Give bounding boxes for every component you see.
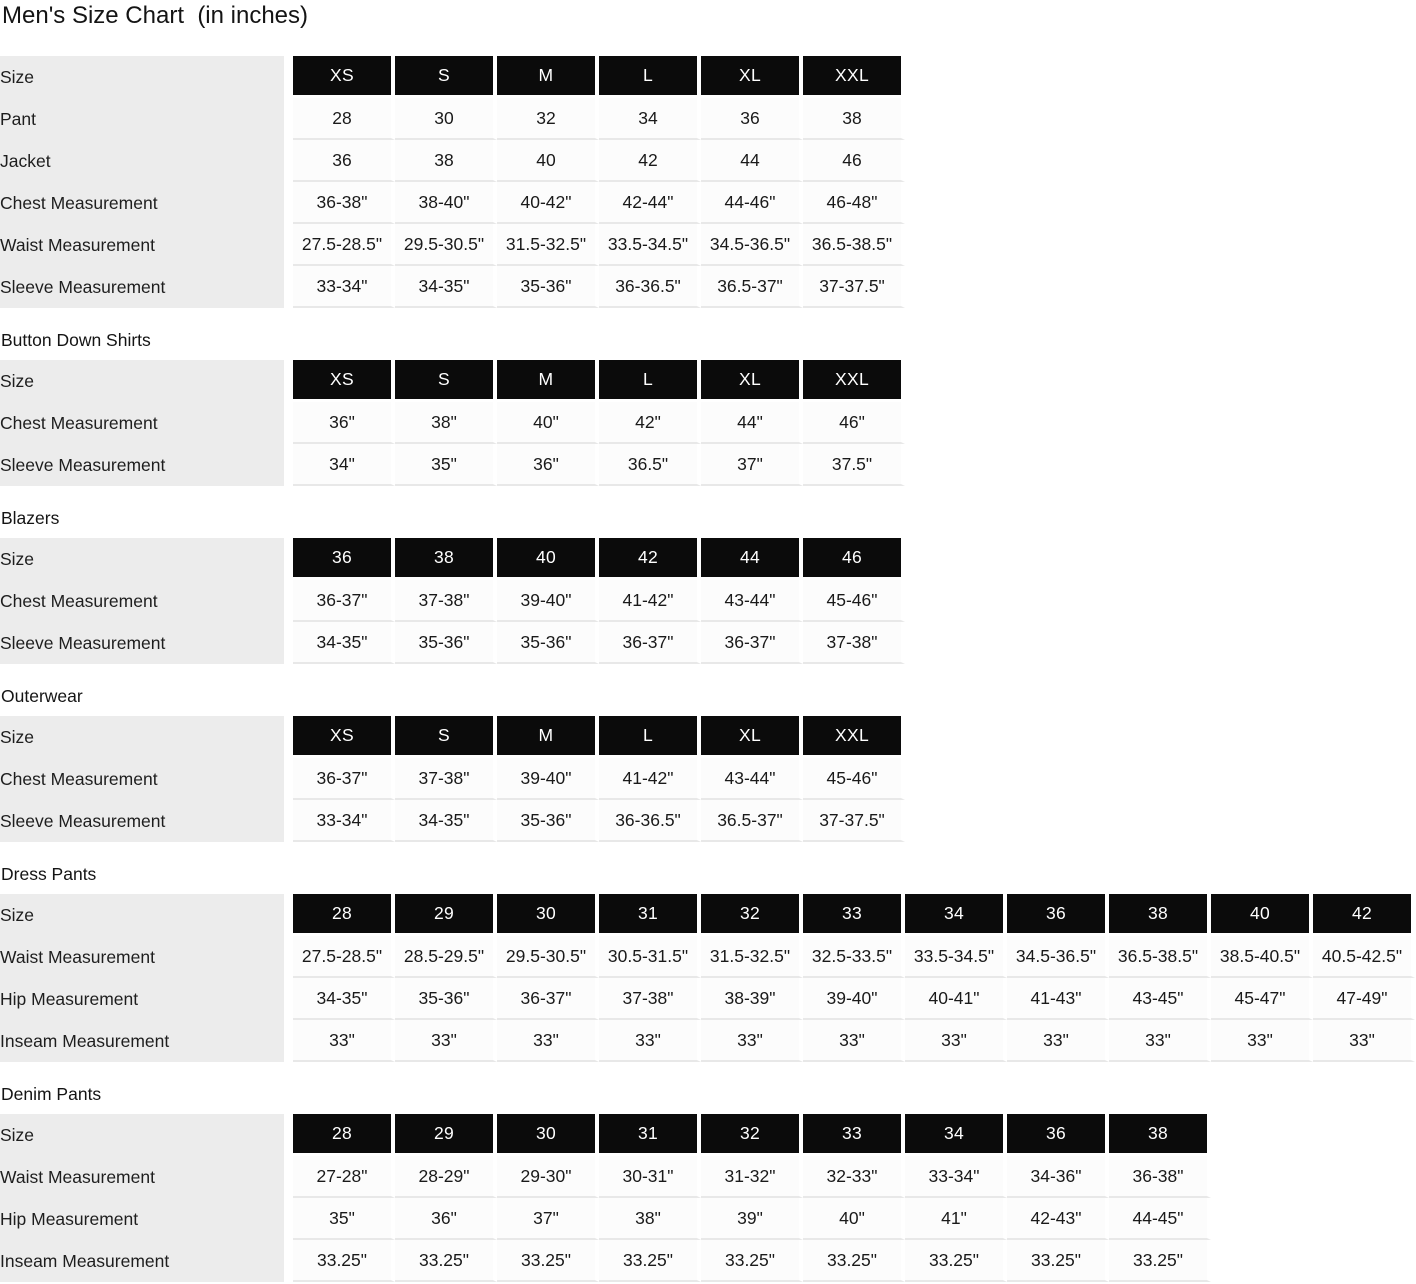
value-cell: 37-38"	[395, 758, 497, 800]
table-row	[0, 266, 905, 308]
value-cell: 33.25"	[395, 1240, 497, 1282]
value-cell: 36.5-38.5"	[1109, 936, 1211, 978]
size-header-cell: 36	[1007, 1114, 1109, 1156]
value-cell: 31.5-32.5"	[701, 936, 803, 978]
value-cell: 34-35"	[293, 978, 395, 1020]
value-cell: 35"	[293, 1198, 395, 1240]
row-label: Hip Measurement	[0, 978, 293, 1020]
value-cell: 33.25"	[1109, 1240, 1211, 1282]
value-cell: 40	[497, 140, 599, 182]
value-cell: 37-38"	[803, 622, 905, 664]
value-cell: 42-43"	[1007, 1198, 1109, 1240]
value-cell: 33"	[497, 1020, 599, 1062]
row-label: Sleeve Measurement	[0, 800, 293, 842]
size-header-cell: 36	[293, 538, 395, 580]
table-row	[0, 978, 1415, 1020]
table-row	[0, 936, 1415, 978]
value-cell: 37-38"	[599, 978, 701, 1020]
value-cell: 33.25"	[293, 1240, 395, 1282]
value-cell: 28.5-29.5"	[395, 936, 497, 978]
value-cell: 40"	[803, 1198, 905, 1240]
size-chart-sections	[0, 56, 1416, 1282]
size-header-cell: 33	[803, 1114, 905, 1156]
value-cell: 36-38"	[293, 182, 395, 224]
section-outerwear	[0, 686, 1416, 842]
value-cell: 40-42"	[497, 182, 599, 224]
value-cell: 37-37.5"	[803, 266, 905, 308]
value-cell: 39-40"	[803, 978, 905, 1020]
table-row	[0, 758, 905, 800]
size-header-cell: 40	[1211, 894, 1313, 936]
value-cell: 27-28"	[293, 1156, 395, 1198]
size-row-label: Size	[0, 716, 293, 758]
value-cell: 33.5-34.5"	[599, 224, 701, 266]
value-cell: 34-36"	[1007, 1156, 1109, 1198]
size-row-label: Size	[0, 894, 293, 936]
value-cell: 36"	[293, 402, 395, 444]
row-label: Chest Measurement	[0, 402, 293, 444]
value-cell: 35-36"	[497, 622, 599, 664]
size-header-cell: S	[395, 56, 497, 98]
value-cell: 32.5-33.5"	[803, 936, 905, 978]
value-cell: 33.25"	[803, 1240, 905, 1282]
value-cell: 33"	[1109, 1020, 1211, 1062]
row-label: Chest Measurement	[0, 758, 293, 800]
row-label: Chest Measurement	[0, 580, 293, 622]
row-label: Jacket	[0, 140, 293, 182]
size-header-cell: 36	[1007, 894, 1109, 936]
value-cell: 33"	[1211, 1020, 1313, 1062]
table-row	[0, 182, 905, 224]
value-cell: 36-37"	[701, 622, 803, 664]
value-cell: 29.5-30.5"	[395, 224, 497, 266]
size-chart-page	[0, 2, 1416, 1282]
value-cell: 38-39"	[701, 978, 803, 1020]
size-header-cell: 29	[395, 1114, 497, 1156]
table-row	[0, 1240, 1211, 1282]
size-table-main	[0, 56, 905, 308]
size-header-cell: XS	[293, 360, 395, 402]
size-header-cell: 31	[599, 1114, 701, 1156]
section-button-down-shirts	[0, 330, 1416, 486]
value-cell: 27.5-28.5"	[293, 936, 395, 978]
value-cell: 33-34"	[905, 1156, 1007, 1198]
value-cell: 39-40"	[497, 580, 599, 622]
value-cell: 33.25"	[1007, 1240, 1109, 1282]
size-header-cell: 40	[497, 538, 599, 580]
section-title: Button Down Shirts	[1, 330, 151, 350]
value-cell: 37-38"	[395, 580, 497, 622]
table-row	[0, 444, 905, 486]
size-row-label: Size	[0, 56, 293, 98]
row-label: Hip Measurement	[0, 1198, 293, 1240]
value-cell: 35-36"	[395, 622, 497, 664]
value-cell: 32-33"	[803, 1156, 905, 1198]
value-cell: 45-46"	[803, 758, 905, 800]
size-table-dress-pants	[0, 894, 1415, 1062]
table-row	[0, 224, 905, 266]
value-cell: 40"	[497, 402, 599, 444]
size-header-cell: M	[497, 56, 599, 98]
value-cell: 29-30"	[497, 1156, 599, 1198]
table-row	[0, 580, 905, 622]
row-label: Chest Measurement	[0, 182, 293, 224]
size-table-button-down-shirts	[0, 360, 905, 486]
size-header-cell: 46	[803, 538, 905, 580]
value-cell: 36	[701, 98, 803, 140]
section-title: Denim Pants	[1, 1084, 102, 1104]
size-header-cell: 28	[293, 894, 395, 936]
row-label: Waist Measurement	[0, 936, 293, 978]
size-header-cell: XL	[701, 716, 803, 758]
value-cell: 36.5-37"	[701, 266, 803, 308]
value-cell: 36"	[395, 1198, 497, 1240]
size-header-cell: 30	[497, 1114, 599, 1156]
size-header-cell: 32	[701, 1114, 803, 1156]
size-header-cell: 34	[905, 894, 1007, 936]
size-header-cell: XXL	[803, 360, 905, 402]
value-cell: 34-35"	[293, 622, 395, 664]
value-cell: 28	[293, 98, 395, 140]
size-header-cell: XL	[701, 360, 803, 402]
size-header-cell: 44	[701, 538, 803, 580]
section-denim-pants	[0, 1084, 1416, 1282]
size-header-cell: 30	[497, 894, 599, 936]
value-cell: 36-38"	[1109, 1156, 1211, 1198]
row-label: Inseam Measurement	[0, 1240, 293, 1282]
value-cell: 38-40"	[395, 182, 497, 224]
section-blazers	[0, 508, 1416, 664]
value-cell: 40.5-42.5"	[1313, 936, 1415, 978]
value-cell: 37.5"	[803, 444, 905, 486]
value-cell: 44	[701, 140, 803, 182]
value-cell: 46	[803, 140, 905, 182]
table-row	[0, 402, 905, 444]
value-cell: 44-45"	[1109, 1198, 1211, 1240]
value-cell: 35"	[395, 444, 497, 486]
size-header-cell: 28	[293, 1114, 395, 1156]
value-cell: 46"	[803, 402, 905, 444]
value-cell: 33.25"	[497, 1240, 599, 1282]
value-cell: 38.5-40.5"	[1211, 936, 1313, 978]
value-cell: 33-34"	[293, 266, 395, 308]
value-cell: 43-45"	[1109, 978, 1211, 1020]
value-cell: 43-44"	[701, 580, 803, 622]
value-cell: 36	[293, 140, 395, 182]
value-cell: 33.5-34.5"	[905, 936, 1007, 978]
value-cell: 36"	[497, 444, 599, 486]
value-cell: 33"	[293, 1020, 395, 1062]
value-cell: 28-29"	[395, 1156, 497, 1198]
value-cell: 36-37"	[293, 758, 395, 800]
value-cell: 33.25"	[701, 1240, 803, 1282]
value-cell: 41-42"	[599, 580, 701, 622]
table-row	[0, 1198, 1211, 1240]
size-header-cell: XS	[293, 716, 395, 758]
row-label: Sleeve Measurement	[0, 622, 293, 664]
size-header-row	[0, 56, 905, 98]
value-cell: 42"	[599, 402, 701, 444]
value-cell: 27.5-28.5"	[293, 224, 395, 266]
size-header-cell: 32	[701, 894, 803, 936]
size-row-label: Size	[0, 360, 293, 402]
value-cell: 45-46"	[803, 580, 905, 622]
value-cell: 35-36"	[395, 978, 497, 1020]
value-cell: 38"	[395, 402, 497, 444]
value-cell: 33"	[803, 1020, 905, 1062]
size-header-cell: 42	[1313, 894, 1415, 936]
value-cell: 35-36"	[497, 266, 599, 308]
row-label: Inseam Measurement	[0, 1020, 293, 1062]
page-title: Men's Size Chart (in inches)	[2, 2, 309, 29]
size-header-cell: L	[599, 360, 701, 402]
value-cell: 33"	[599, 1020, 701, 1062]
value-cell: 39-40"	[497, 758, 599, 800]
value-cell: 41"	[905, 1198, 1007, 1240]
value-cell: 36-37"	[599, 622, 701, 664]
size-row-label: Size	[0, 538, 293, 580]
value-cell: 40-41"	[905, 978, 1007, 1020]
size-header-cell: XXL	[803, 716, 905, 758]
value-cell: 32	[497, 98, 599, 140]
size-header-cell: 38	[1109, 894, 1211, 936]
value-cell: 44-46"	[701, 182, 803, 224]
value-cell: 33"	[395, 1020, 497, 1062]
value-cell: 38"	[599, 1198, 701, 1240]
size-header-cell: 29	[395, 894, 497, 936]
value-cell: 29.5-30.5"	[497, 936, 599, 978]
value-cell: 36-37"	[293, 580, 395, 622]
size-header-cell: XL	[701, 56, 803, 98]
size-header-cell: 33	[803, 894, 905, 936]
value-cell: 35-36"	[497, 800, 599, 842]
value-cell: 37-37.5"	[803, 800, 905, 842]
size-header-cell: M	[497, 360, 599, 402]
size-header-cell: M	[497, 716, 599, 758]
table-row	[0, 98, 905, 140]
value-cell: 33"	[1007, 1020, 1109, 1062]
row-label: Pant	[0, 98, 293, 140]
value-cell: 36.5-37"	[701, 800, 803, 842]
value-cell: 45-47"	[1211, 978, 1313, 1020]
value-cell: 43-44"	[701, 758, 803, 800]
section-main	[0, 56, 1416, 308]
value-cell: 36-37"	[497, 978, 599, 1020]
value-cell: 33"	[1313, 1020, 1415, 1062]
value-cell: 44"	[701, 402, 803, 444]
value-cell: 46-48"	[803, 182, 905, 224]
table-row	[0, 1020, 1415, 1062]
value-cell: 37"	[701, 444, 803, 486]
value-cell: 38	[395, 140, 497, 182]
table-row	[0, 1156, 1211, 1198]
size-header-row	[0, 716, 905, 758]
value-cell: 34-35"	[395, 266, 497, 308]
table-row	[0, 140, 905, 182]
size-table-outerwear	[0, 716, 905, 842]
size-header-cell: S	[395, 360, 497, 402]
row-label: Waist Measurement	[0, 1156, 293, 1198]
row-label: Waist Measurement	[0, 224, 293, 266]
size-header-cell: S	[395, 716, 497, 758]
value-cell: 34.5-36.5"	[701, 224, 803, 266]
value-cell: 33.25"	[905, 1240, 1007, 1282]
section-title: Dress Pants	[1, 864, 97, 884]
value-cell: 33"	[905, 1020, 1007, 1062]
size-header-row	[0, 360, 905, 402]
size-table-blazers	[0, 538, 905, 664]
size-table-denim-pants	[0, 1114, 1211, 1282]
size-header-cell: L	[599, 56, 701, 98]
value-cell: 37"	[497, 1198, 599, 1240]
value-cell: 38	[803, 98, 905, 140]
section-title: Blazers	[1, 508, 60, 528]
value-cell: 41-42"	[599, 758, 701, 800]
value-cell: 39"	[701, 1198, 803, 1240]
value-cell: 33-34"	[293, 800, 395, 842]
value-cell: 31.5-32.5"	[497, 224, 599, 266]
value-cell: 36.5"	[599, 444, 701, 486]
size-header-row	[0, 1114, 1211, 1156]
row-label: Sleeve Measurement	[0, 444, 293, 486]
value-cell: 33"	[701, 1020, 803, 1062]
size-header-cell: XXL	[803, 56, 905, 98]
value-cell: 42	[599, 140, 701, 182]
size-header-cell: XS	[293, 56, 395, 98]
value-cell: 36.5-38.5"	[803, 224, 905, 266]
size-header-row	[0, 538, 905, 580]
size-header-row	[0, 894, 1415, 936]
value-cell: 30	[395, 98, 497, 140]
value-cell: 34-35"	[395, 800, 497, 842]
value-cell: 30-31"	[599, 1156, 701, 1198]
value-cell: 34	[599, 98, 701, 140]
table-row	[0, 622, 905, 664]
value-cell: 30.5-31.5"	[599, 936, 701, 978]
size-header-cell: 38	[1109, 1114, 1211, 1156]
size-header-cell: 38	[395, 538, 497, 580]
value-cell: 33.25"	[599, 1240, 701, 1282]
value-cell: 34"	[293, 444, 395, 486]
size-header-cell: L	[599, 716, 701, 758]
section-dress-pants	[0, 864, 1416, 1062]
size-header-cell: 31	[599, 894, 701, 936]
value-cell: 47-49"	[1313, 978, 1415, 1020]
row-label: Sleeve Measurement	[0, 266, 293, 308]
size-row-label: Size	[0, 1114, 293, 1156]
value-cell: 36-36.5"	[599, 266, 701, 308]
table-row	[0, 800, 905, 842]
value-cell: 31-32"	[701, 1156, 803, 1198]
value-cell: 36-36.5"	[599, 800, 701, 842]
value-cell: 42-44"	[599, 182, 701, 224]
value-cell: 34.5-36.5"	[1007, 936, 1109, 978]
size-header-cell: 34	[905, 1114, 1007, 1156]
section-title: Outerwear	[1, 686, 83, 706]
value-cell: 41-43"	[1007, 978, 1109, 1020]
size-header-cell: 42	[599, 538, 701, 580]
